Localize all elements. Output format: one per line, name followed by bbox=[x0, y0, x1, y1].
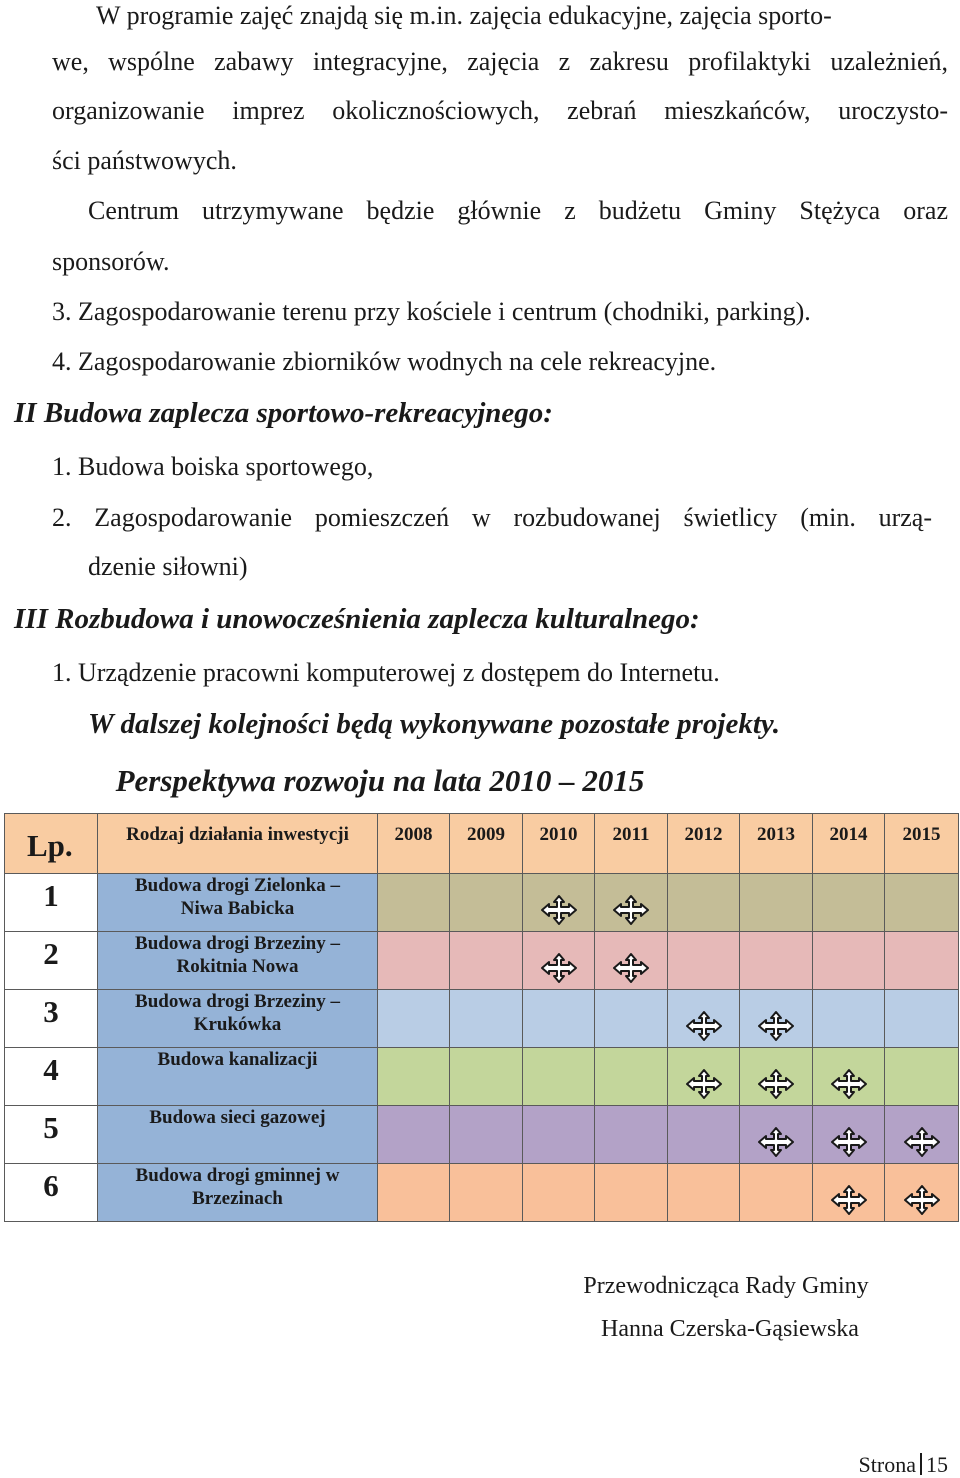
list-item: 3. Zagospodarowanie terenu przy kościele i centrum (chodniki, parking). bbox=[52, 297, 811, 326]
year-cell bbox=[813, 1048, 885, 1106]
paragraph-line: W programie zajęć znajdą się m.in. zajęcia edukacyjne, zajęcia sporto- bbox=[96, 1, 832, 30]
year-cell bbox=[740, 1106, 813, 1164]
table-title: Perspektywa rozwoju na lata 2010 – 2015 bbox=[115, 763, 645, 798]
year-cell bbox=[450, 874, 523, 932]
planned-cross-icon bbox=[684, 1068, 724, 1100]
year-cell bbox=[378, 990, 450, 1048]
planned-cross-icon bbox=[611, 952, 651, 984]
year-cell bbox=[668, 990, 740, 1048]
table-body bbox=[5, 874, 959, 1222]
investment-name-line: Budowa kanalizacji bbox=[157, 1049, 318, 1070]
header-year: 2008 bbox=[378, 814, 450, 874]
header-year: 2015 bbox=[885, 814, 959, 874]
list-item: 1. Urządzenie pracowni komputerowej z dostępem do Internetu. bbox=[52, 658, 720, 687]
investment-name bbox=[98, 1164, 378, 1222]
list-item: 2. Zagospodarowanie pomieszczeń w rozbudowanej świetlicy (min. urzą- bbox=[52, 503, 932, 532]
header-type: Rodzaj działania inwestycji bbox=[98, 814, 378, 874]
investment-name-line: Krukówka bbox=[193, 1014, 282, 1035]
year-cell bbox=[595, 1106, 668, 1164]
header-year: 2014 bbox=[813, 814, 885, 874]
year-cell bbox=[885, 990, 959, 1048]
year-cell bbox=[523, 1106, 595, 1164]
year-cell bbox=[740, 932, 813, 990]
row-number: 1 bbox=[5, 874, 98, 932]
table-row bbox=[5, 990, 959, 1048]
footer-label: Strona bbox=[858, 1452, 916, 1477]
investment-name-line: Rokitnia Nowa bbox=[176, 956, 299, 977]
investment-name-line: Niwa Babicka bbox=[180, 898, 295, 919]
year-cell bbox=[378, 1048, 450, 1106]
header-lp: Lp. bbox=[5, 814, 98, 874]
year-cell bbox=[450, 1164, 523, 1222]
note: W dalszej kolejności będą wykonywane pozostałe projekty. bbox=[88, 708, 780, 740]
year-cell bbox=[378, 932, 450, 990]
planned-cross-icon bbox=[539, 894, 579, 926]
year-cell bbox=[813, 932, 885, 990]
investment-name bbox=[98, 932, 378, 990]
header-year: 2009 bbox=[450, 814, 523, 874]
year-cell bbox=[813, 1106, 885, 1164]
row-number: 3 bbox=[5, 990, 98, 1048]
year-cell bbox=[740, 874, 813, 932]
planned-cross-icon bbox=[829, 1068, 869, 1100]
table-row bbox=[5, 1106, 959, 1164]
year-cell bbox=[378, 1164, 450, 1222]
year-cell bbox=[885, 1048, 959, 1106]
header-year: 2013 bbox=[740, 814, 813, 874]
year-cell bbox=[595, 1164, 668, 1222]
year-cell bbox=[813, 1164, 885, 1222]
year-cell bbox=[378, 874, 450, 932]
year-cell bbox=[668, 932, 740, 990]
list-item: 4. Zagospodarowanie zbiorników wodnych na cele rekreacyjne. bbox=[52, 347, 717, 376]
year-cell bbox=[885, 932, 959, 990]
planned-cross-icon bbox=[829, 1184, 869, 1216]
year-cell bbox=[450, 932, 523, 990]
year-cell bbox=[523, 874, 595, 932]
section-heading: III Rozbudowa i unowocześnienia zaplecza kulturalnego: bbox=[14, 603, 700, 635]
year-cell bbox=[450, 990, 523, 1048]
investment-name-line: Budowa sieci gazowej bbox=[149, 1107, 326, 1128]
year-cell bbox=[450, 1048, 523, 1106]
table-header-row bbox=[5, 814, 959, 874]
year-cell bbox=[378, 1106, 450, 1164]
year-cell bbox=[885, 1164, 959, 1222]
page-number: 15 bbox=[926, 1452, 948, 1477]
row-number: 4 bbox=[5, 1048, 98, 1106]
planned-cross-icon bbox=[829, 1126, 869, 1158]
year-cell bbox=[740, 990, 813, 1048]
year-cell bbox=[523, 990, 595, 1048]
year-cell bbox=[740, 1164, 813, 1222]
year-cell bbox=[450, 1106, 523, 1164]
investment-name-line: Budowa drogi Brzeziny – bbox=[135, 991, 340, 1012]
row-number: 6 bbox=[5, 1164, 98, 1222]
year-cell bbox=[595, 874, 668, 932]
row-number: 5 bbox=[5, 1106, 98, 1164]
signature-title: Przewodnicząca Rady Gminy bbox=[583, 1273, 869, 1299]
year-cell bbox=[523, 932, 595, 990]
paragraph-line: organizowanie imprez okolicznościowych, zebrań mieszkańców, uroczysto- bbox=[52, 96, 948, 125]
year-cell bbox=[668, 1048, 740, 1106]
investment-name-line: Brzezinach bbox=[192, 1188, 283, 1209]
planned-cross-icon bbox=[756, 1126, 796, 1158]
paragraph-line: sponsorów. bbox=[52, 247, 170, 276]
investment-name-line: Budowa drogi Zielonka – bbox=[134, 875, 340, 896]
footer-separator bbox=[920, 1453, 922, 1475]
year-cell bbox=[740, 1048, 813, 1106]
year-cell bbox=[885, 874, 959, 932]
year-cell bbox=[595, 1048, 668, 1106]
table-row bbox=[5, 932, 959, 990]
paragraph-line: we, wspólne zabawy integracyjne, zajęcia z zakresu profilaktyki uzależnień, bbox=[52, 47, 948, 76]
planned-cross-icon bbox=[684, 1010, 724, 1042]
header-year: 2010 bbox=[523, 814, 595, 874]
planned-cross-icon bbox=[902, 1184, 942, 1216]
table-row bbox=[5, 874, 959, 932]
investment-name bbox=[98, 990, 378, 1048]
planned-cross-icon bbox=[902, 1126, 942, 1158]
investment-name bbox=[98, 874, 378, 932]
signature-name: Hanna Czerska-Gąsiewska bbox=[601, 1316, 859, 1342]
year-cell bbox=[668, 1164, 740, 1222]
investment-table bbox=[4, 813, 959, 1222]
year-cell bbox=[595, 932, 668, 990]
section-heading: II Budowa zaplecza sportowo-rekreacyjnego: bbox=[14, 397, 553, 429]
row-number: 2 bbox=[5, 932, 98, 990]
paragraph-line: ści państwowych. bbox=[52, 146, 237, 175]
list-item: dzenie siłowni) bbox=[88, 552, 248, 581]
year-cell bbox=[595, 990, 668, 1048]
year-cell bbox=[523, 1048, 595, 1106]
investment-name-line: Budowa drogi gminnej w bbox=[135, 1165, 340, 1186]
planned-cross-icon bbox=[756, 1068, 796, 1100]
header-year: 2012 bbox=[668, 814, 740, 874]
year-cell bbox=[813, 990, 885, 1048]
investment-name bbox=[98, 1106, 378, 1164]
list-item: 1. Budowa boiska sportowego, bbox=[52, 452, 374, 481]
header-year: 2011 bbox=[595, 814, 668, 874]
paragraph-line: Centrum utrzymywane będzie głównie z budżetu Gminy Stężyca oraz bbox=[88, 196, 948, 225]
year-cell bbox=[885, 1106, 959, 1164]
planned-cross-icon bbox=[539, 952, 579, 984]
planned-cross-icon bbox=[756, 1010, 796, 1042]
year-cell bbox=[668, 874, 740, 932]
table-row bbox=[5, 1164, 959, 1222]
page-footer bbox=[859, 1452, 948, 1478]
investment-name-line: Budowa drogi Brzeziny – bbox=[135, 933, 340, 954]
planned-cross-icon bbox=[611, 894, 651, 926]
year-cell bbox=[523, 1164, 595, 1222]
year-cell bbox=[813, 874, 885, 932]
table-row bbox=[5, 1048, 959, 1106]
investment-name bbox=[98, 1048, 378, 1106]
year-cell bbox=[668, 1106, 740, 1164]
